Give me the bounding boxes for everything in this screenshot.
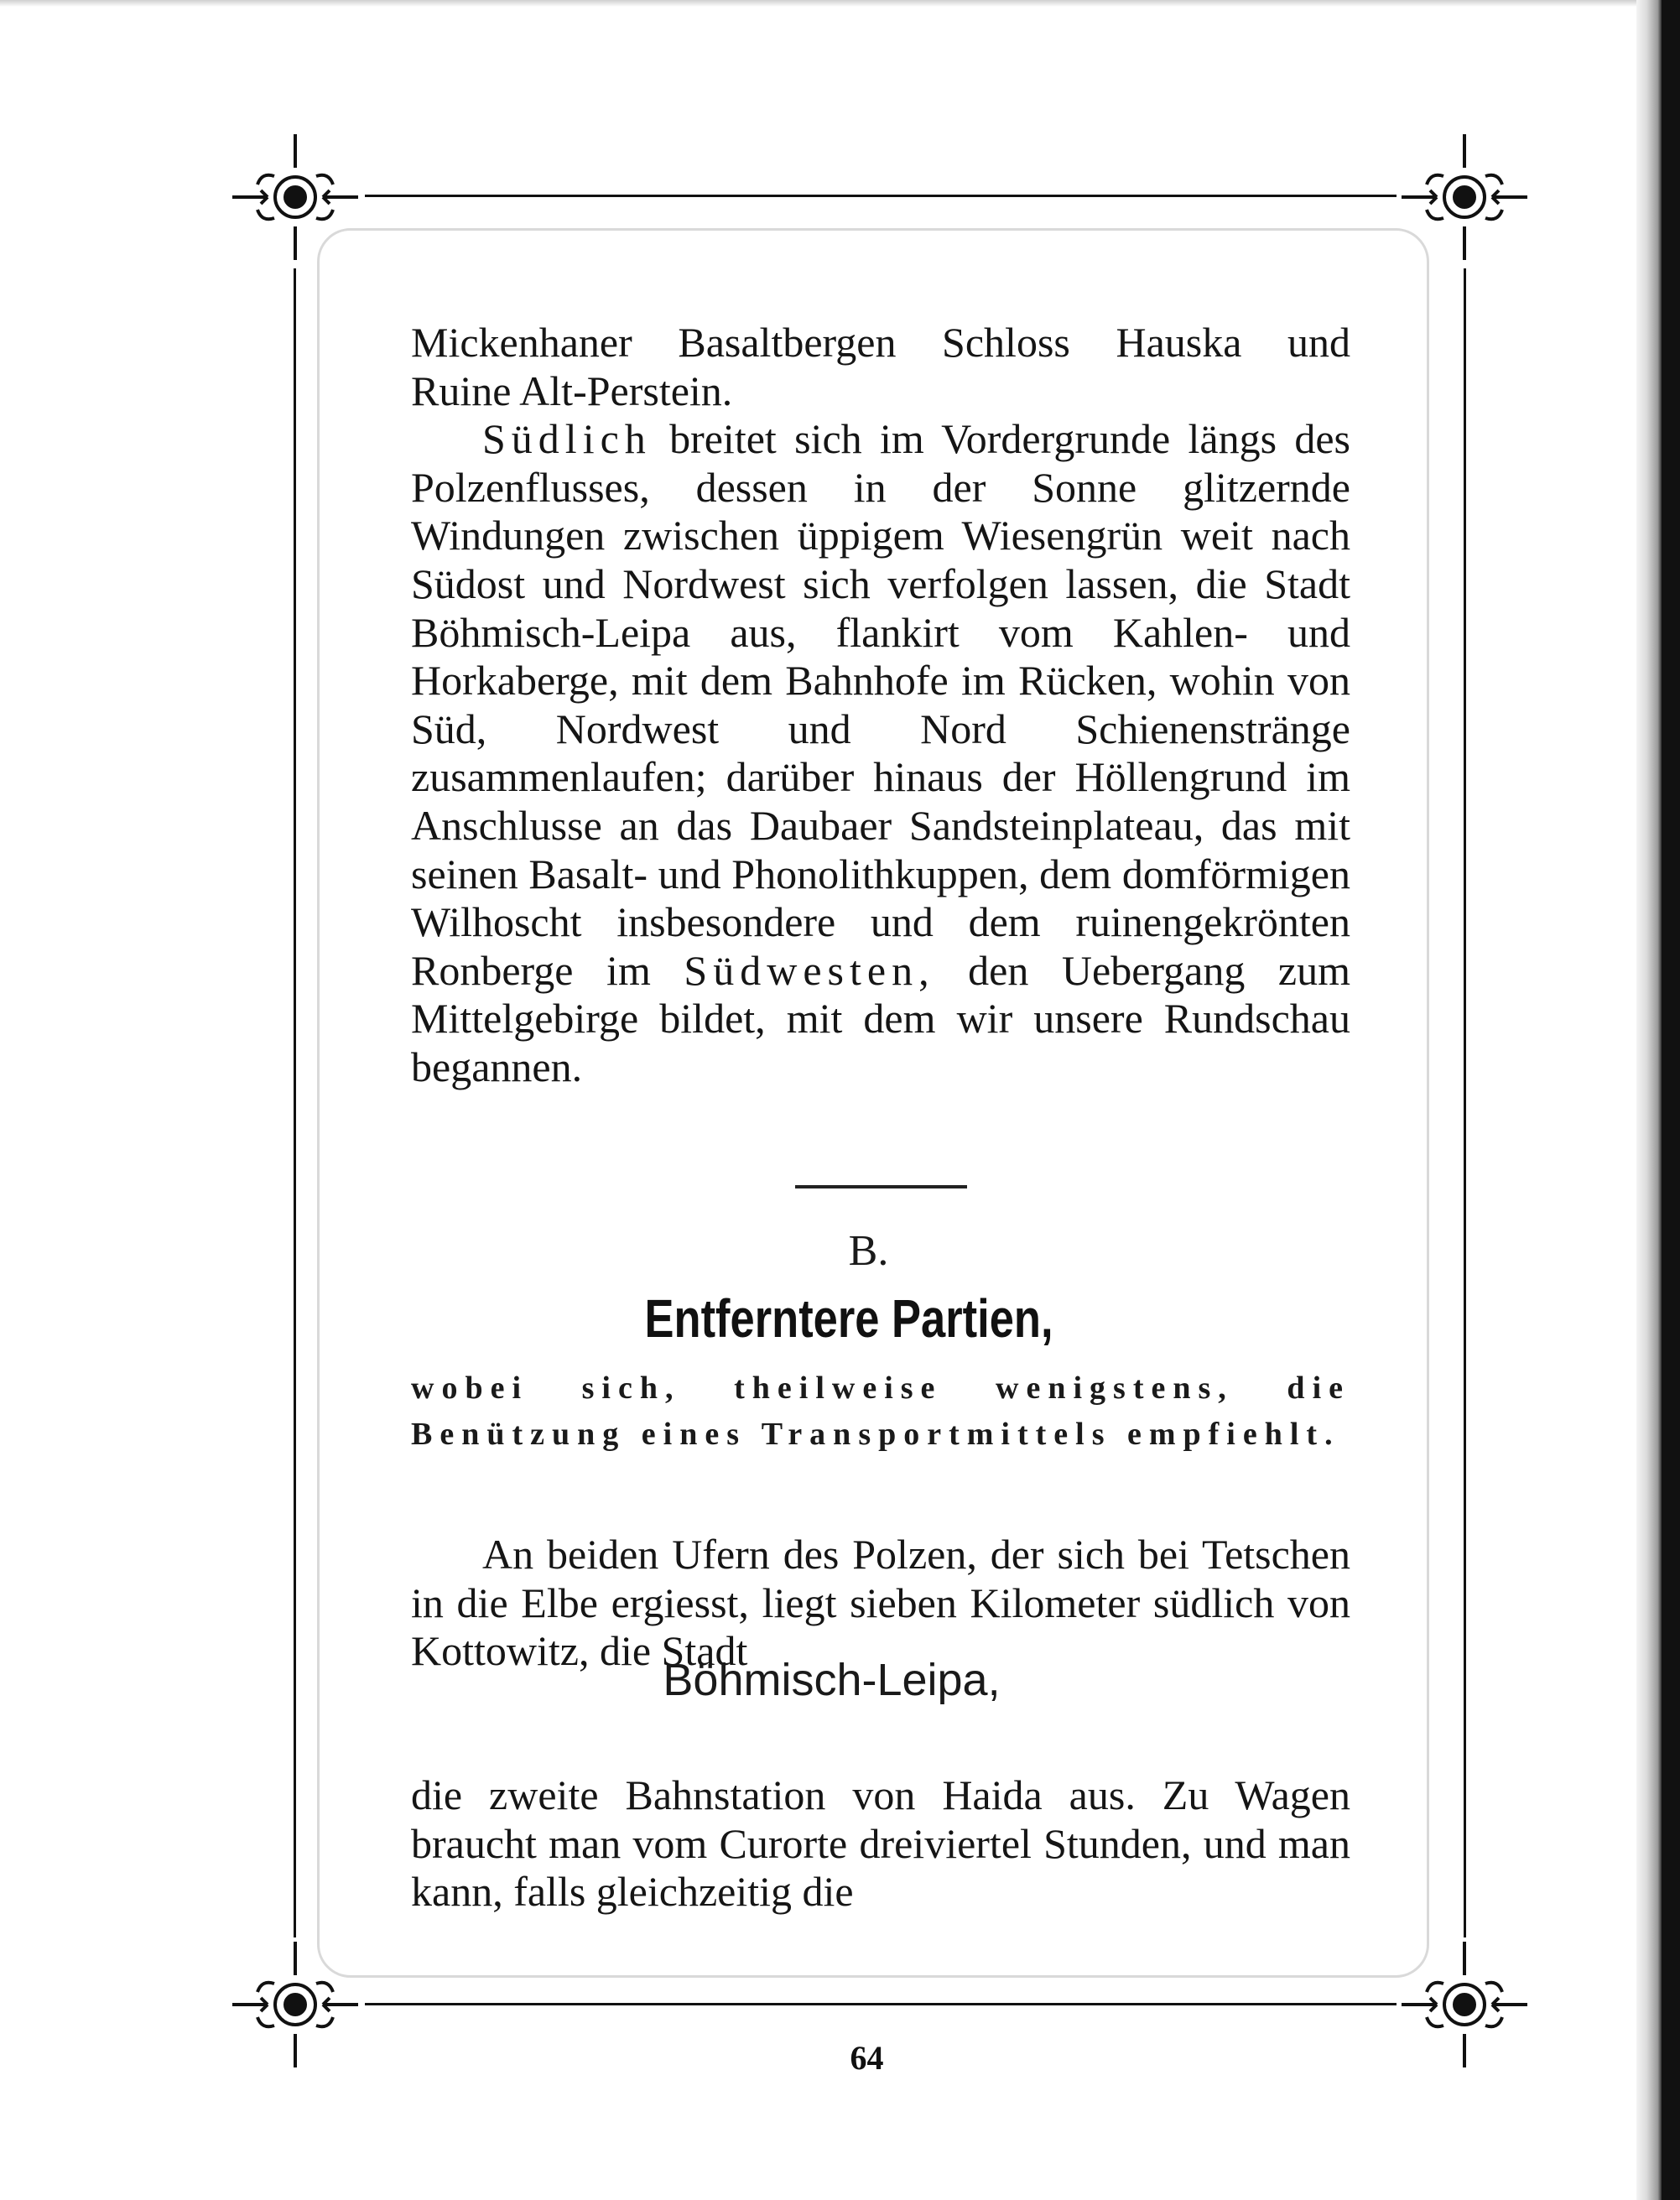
- section-divider: [795, 1185, 967, 1188]
- paragraph-4: [411, 1729, 1350, 1958]
- frame-line-top: [365, 195, 1397, 197]
- paragraph-4-text: die zweite Bahnstation von Haida aus. Zu Wagen braucht man vom Curorte dreiviertel Stunden, und man kann, falls gleichzeitig die: [411, 1771, 1350, 1916]
- paragraph-2-end: den Uebergang zum Mittelgebirge bildet, mit dem wir unsere Rundschau begannen.: [411, 946, 1351, 1090]
- page-number-text: 64: [850, 2039, 884, 2077]
- body-text-top: [411, 319, 1350, 1092]
- section-letter-text: B.: [848, 1227, 889, 1275]
- corner-ornament-top-left: [224, 126, 367, 268]
- section-subtitle: wobei sich, theilweise wenigstens, die Benützung eines Transportmittels empfiehlt.: [411, 1370, 1350, 1452]
- paragraph-1-line-2: Ruine Alt-Perstein.: [411, 367, 733, 414]
- city-heading-text: Böhmisch-Leipa,: [663, 1655, 1001, 1705]
- city-heading: [0, 1654, 1680, 1706]
- paragraph-2: [411, 415, 1350, 1091]
- paragraph-1-line-1: Mickenhaner Basaltbergen Schloss Hauska und: [411, 319, 1350, 366]
- paragraph-2-spaced-word: Südwesten,: [684, 946, 935, 994]
- scan-edge-right: [1636, 0, 1680, 2200]
- paragraph-1: [411, 319, 1350, 415]
- paragraph-2-body: breitet sich im Vordergrunde längs des Polzenflusses, dessen in der Sonne glitzernde Windungen zwischen üppigem Wiesengrün weit nach Südost und Nordwest sich verfolgen lassen, die Stadt Böhmisch-Leipa aus, flankirt vom Kahlen- und Horkaberge, mit dem Bahnhofe im Rücken, wohin von Süd, Nordwest und Nord Schienenstränge zusammenlaufen; darüber hinaus der Höllengrund im Anschlusse an das Daubaer Sandsteinplateau, das mit seinen Basalt- und Phonolithkuppen, dem domförmigen Wilhoscht insbesondere und dem ruinengekrönten Ronberge im: [411, 415, 1350, 994]
- page-number: [0, 2038, 1680, 2078]
- frame-line-bottom: [365, 2003, 1397, 2005]
- paragraph-3-text: An beiden Ufern des Polzen, der sich bei Tetschen in die Elbe ergiesst, liegt sieben Kilometer südlich von Kottowitz, die Stadt: [411, 1531, 1350, 1675]
- paragraph-2-spaced-lead: Südlich: [482, 415, 652, 463]
- section-title: Entferntere Partien,: [644, 1288, 1053, 1349]
- scan-edge-top: [0, 0, 1636, 7]
- section-letter: [0, 1226, 1680, 1276]
- corner-ornament-top-right: [1393, 126, 1536, 268]
